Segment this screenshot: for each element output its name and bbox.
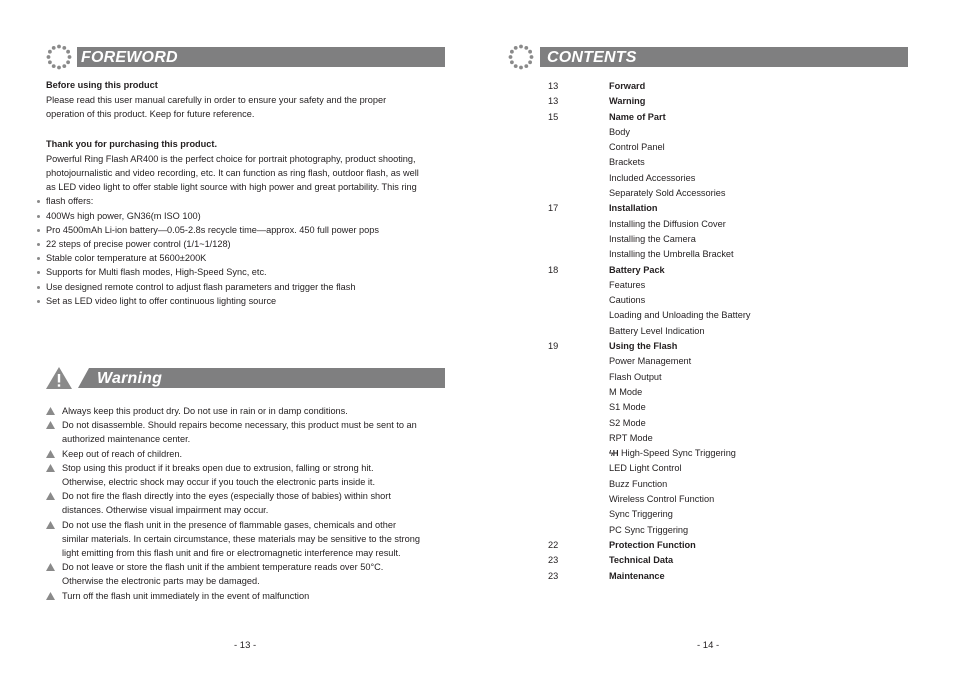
toc-page-number: 23 bbox=[548, 555, 559, 566]
thanks-heading: Thank you for purchasing this product. bbox=[46, 138, 217, 149]
toc-entry-text: Loading and Unloading the Battery bbox=[609, 310, 751, 321]
toc-entry-text: Cautions bbox=[609, 295, 646, 306]
toc-entry-title bbox=[609, 247, 734, 262]
toc-entry-text: Technical Data bbox=[609, 555, 674, 566]
toc-entry-title bbox=[609, 416, 646, 431]
toc-entry-title bbox=[609, 125, 630, 140]
small-warning-triangle-icon bbox=[46, 492, 55, 500]
bullet-text: Set as LED video light to offer continuous lighting source bbox=[46, 295, 277, 306]
warning-text: Always keep this product dry. Do not use in rain or in damp conditions. bbox=[62, 406, 348, 416]
bullet-item bbox=[46, 223, 419, 237]
toc-entry-text: Name of Part bbox=[609, 111, 666, 122]
toc-entry-text: Using the Flash bbox=[609, 341, 678, 352]
before-line: Please read this user manual carefully in order to ensure your safety and the proper bbox=[46, 95, 387, 106]
toc-entry-text: PC Sync Triggering bbox=[609, 524, 689, 535]
small-warning-triangle-icon bbox=[46, 563, 55, 571]
page-number-left: - 13 - bbox=[234, 640, 257, 651]
toc-entry-title bbox=[609, 492, 714, 507]
toc-entry-text: Installing the Diffusion Cover bbox=[609, 218, 726, 229]
toc-entry-text: Installing the Umbrella Bracket bbox=[609, 249, 734, 260]
warning-item bbox=[46, 589, 420, 603]
warning-text: Keep out of reach of children. bbox=[62, 448, 183, 459]
toc-page-number: 23 bbox=[548, 570, 559, 581]
warning-bar-slant bbox=[77, 368, 89, 388]
warning-item bbox=[46, 418, 420, 446]
intro-line: as LED video light to offer stable light source with high power and great portability. This ring bbox=[46, 182, 417, 193]
toc-entry-text: Warning bbox=[609, 96, 646, 107]
bullet-dot bbox=[37, 286, 40, 289]
bullet-item bbox=[46, 294, 419, 308]
toc-entry-text: Forward bbox=[609, 81, 646, 91]
toc-entry-text: Battery Level Indication bbox=[609, 325, 705, 336]
toc-entry-title bbox=[609, 293, 645, 308]
toc-entry-text: Protection Function bbox=[609, 539, 696, 550]
toc-entry-title bbox=[609, 308, 751, 323]
toc-entry-text: Battery Pack bbox=[609, 264, 665, 275]
toc-entry-text: Separately Sold Accessories bbox=[609, 188, 726, 199]
toc-page-number: 13 bbox=[548, 96, 559, 107]
toc-entry-title bbox=[609, 217, 726, 232]
bullet-text: 22 steps of precise power control (1/1~1/128) bbox=[46, 239, 231, 250]
warning-text: Do not leave or store the flash unit if the ambient temperature reads over 50°C. bbox=[62, 562, 384, 573]
foreword-title-bar bbox=[77, 47, 445, 67]
bullet-dot bbox=[37, 200, 40, 203]
bullet-text: Pro 4500mAh Li-ion battery—0.05-2.8s recycle time—approx. 450 full power pops bbox=[46, 224, 379, 235]
toc-entry-text: RPT Mode bbox=[609, 432, 653, 443]
toc-entry-title bbox=[609, 201, 658, 216]
warning-item bbox=[46, 461, 420, 489]
warning-text: Otherwise, electric shock may occur if you touch the electronic parts inside it. bbox=[62, 477, 376, 488]
warning-title: Warning bbox=[97, 370, 163, 387]
toc-entry-text: Power Management bbox=[609, 356, 692, 367]
toc-entry-title bbox=[609, 171, 695, 186]
toc-entry-text: Brackets bbox=[609, 157, 645, 168]
toc-entry-title bbox=[609, 79, 645, 94]
warning-text: Do not disassemble. Should repairs become necessary, this product must be sent to an bbox=[62, 420, 417, 431]
bullet-text: flash offers: bbox=[46, 196, 94, 207]
warning-triangle-icon bbox=[45, 366, 73, 390]
ring-flash-icon bbox=[45, 43, 73, 71]
toc-entry-text: Flash Output bbox=[609, 371, 662, 382]
bullet-text: Use designed remote control to adjust flash parameters and trigger the flash bbox=[46, 281, 356, 292]
warning-list bbox=[46, 404, 420, 603]
toc-entry-text: M Mode bbox=[609, 386, 643, 397]
warning-text: Turn off the flash unit immediately in the event of malfunction bbox=[62, 590, 310, 601]
toc-entry-title bbox=[609, 538, 696, 553]
warning-text: light emitting from this flash unit and fire or electromagnetic interference may result. bbox=[62, 548, 401, 559]
warning-item bbox=[46, 447, 420, 461]
small-warning-triangle-icon bbox=[46, 407, 55, 415]
bullet-item bbox=[46, 237, 419, 251]
toc-page-number: 18 bbox=[548, 264, 559, 275]
toc-entry-title bbox=[609, 569, 665, 584]
before-line: operation of this product. Keep for future reference. bbox=[46, 109, 255, 120]
toc-entry-title bbox=[609, 446, 736, 461]
toc-entry-text: Sync Triggering bbox=[609, 509, 673, 520]
toc-entry-title bbox=[609, 155, 645, 170]
toc-entry-text: Wireless Control Function bbox=[609, 494, 715, 505]
toc-entry-text: Body bbox=[609, 126, 630, 137]
toc-entry-title bbox=[609, 553, 673, 568]
toc-entry-text: Installing the Camera bbox=[609, 233, 696, 244]
warning-text: Stop using this product if it breaks open due to extrusion, falling or strong hit. bbox=[62, 462, 374, 473]
toc-entry-text: Installation bbox=[609, 203, 658, 214]
toc-entry-title bbox=[609, 324, 705, 339]
intro-line: photojournalistic and video recording, etc. It can function as ring flash, outdoor flash, as well bbox=[46, 168, 419, 179]
warning-text: Do not fire the flash directly into the eyes (especially those of babies) within short bbox=[62, 491, 391, 502]
contents-title-bar bbox=[540, 47, 908, 67]
toc-entry-text: Control Panel bbox=[609, 142, 665, 153]
warning-text: similar materials. In certain circumstance, these materials may be sensitive to the strong bbox=[62, 533, 420, 544]
warning-item bbox=[46, 560, 420, 588]
bullet-text: 400Ws high power, GN36(m ISO 100) bbox=[46, 210, 201, 221]
bullet-item bbox=[46, 251, 419, 265]
bullet-text: Supports for Multi flash modes, High-Speed Sync, etc. bbox=[46, 267, 267, 278]
bullet-text: Stable color temperature at 5600±200K bbox=[46, 253, 207, 264]
toc-entry-title bbox=[609, 263, 665, 278]
bullet-dot bbox=[37, 300, 40, 303]
toc-entry-title bbox=[609, 385, 642, 400]
toc-entry-title bbox=[609, 461, 682, 476]
toc-page-number: 17 bbox=[548, 203, 559, 214]
toc-entry-title bbox=[609, 507, 673, 522]
toc-page-number: 19 bbox=[548, 341, 559, 352]
toc-page-number: 15 bbox=[548, 111, 559, 122]
toc-entry-title bbox=[609, 278, 645, 293]
toc-entry-text: LED Light Control bbox=[609, 463, 682, 474]
toc-entry-text: Buzz Function bbox=[609, 478, 668, 489]
bullet-item bbox=[46, 265, 419, 279]
before-heading: Before using this product bbox=[46, 80, 158, 90]
small-warning-triangle-icon bbox=[46, 421, 55, 429]
small-warning-triangle-icon bbox=[46, 464, 55, 472]
toc-entry-title bbox=[609, 232, 696, 247]
bullet-item bbox=[46, 209, 419, 223]
toc-page-number: 22 bbox=[548, 539, 559, 550]
bullet-item bbox=[46, 280, 419, 294]
foreword-body bbox=[46, 78, 419, 308]
small-warning-triangle-icon bbox=[46, 521, 55, 529]
toc-entry-text: S2 Mode bbox=[609, 417, 646, 428]
bullet-dot bbox=[37, 229, 40, 232]
bullet-dot bbox=[37, 271, 40, 274]
toc-entry-text: Included Accessories bbox=[609, 172, 696, 183]
toc-entry-title bbox=[609, 339, 677, 354]
contents-title: CONTENTS bbox=[547, 49, 637, 66]
warning-text: authorized maintenance center. bbox=[62, 434, 191, 445]
toc-entry-title bbox=[609, 431, 653, 446]
bullet-dot bbox=[37, 243, 40, 246]
high-speed-sync-icon: ϟH bbox=[609, 449, 619, 459]
toc-entry-title bbox=[609, 94, 645, 109]
ring-flash-icon bbox=[507, 43, 535, 71]
page-number-right: - 14 - bbox=[697, 640, 720, 651]
small-warning-triangle-icon bbox=[46, 450, 55, 458]
toc-entry-title bbox=[609, 523, 688, 538]
intro-line: Powerful Ring Flash AR400 is the perfect choice for portrait photography, product shooting, bbox=[46, 153, 416, 164]
bullet-dot bbox=[37, 215, 40, 218]
warning-item bbox=[46, 404, 420, 418]
bullet-item bbox=[46, 194, 419, 208]
warning-text: Do not use the flash unit in the presence of flammable gases, chemicals and other bbox=[62, 519, 397, 530]
warning-item bbox=[46, 518, 420, 561]
toc-page-number: 13 bbox=[548, 81, 559, 91]
warning-item bbox=[46, 489, 420, 517]
toc-entry-title bbox=[609, 354, 691, 369]
bullet-dot bbox=[37, 257, 40, 260]
warning-text: Otherwise the electronic parts may be damaged. bbox=[62, 576, 260, 587]
warning-title-bar bbox=[89, 368, 445, 388]
toc-entry-title bbox=[609, 110, 666, 125]
toc-entry-text: Features bbox=[609, 279, 646, 290]
toc-entry-title bbox=[609, 186, 725, 201]
warning-text: distances. Otherwise visual impairment may occur. bbox=[62, 505, 269, 516]
toc-entry-title bbox=[609, 140, 665, 155]
toc-entry-title bbox=[609, 400, 646, 415]
toc-entry-title bbox=[609, 370, 662, 385]
toc-entry-text: S1 Mode bbox=[609, 402, 646, 413]
small-warning-triangle-icon bbox=[46, 592, 55, 600]
toc-entry-text: Maintenance bbox=[609, 570, 665, 581]
toc-entry-text: High-Speed Sync Triggering bbox=[621, 448, 736, 459]
toc-entry-title bbox=[609, 477, 667, 492]
foreword-title: FOREWORD bbox=[81, 49, 178, 66]
